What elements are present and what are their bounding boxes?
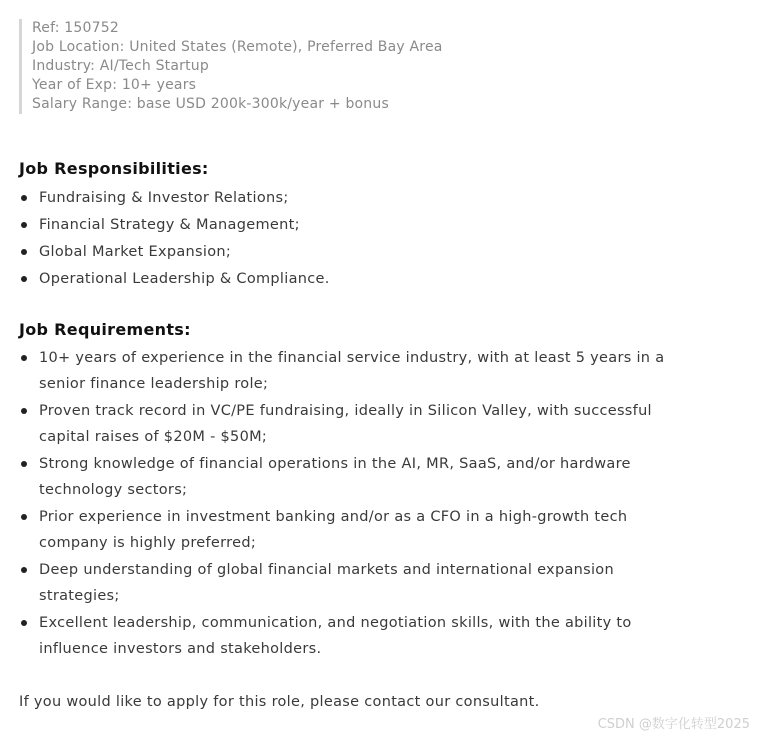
list-item-text-line-2: capital raises of $20M - $50M;: [39, 429, 268, 445]
list-item: [19, 212, 679, 238]
list-item-text: Operational Leadership & Compliance.: [39, 271, 330, 287]
job-info-block: [19, 19, 699, 114]
list-item-text: Global Market Expansion;: [39, 244, 232, 260]
list-item-text: Fundraising & Investor Relations;: [39, 190, 289, 206]
salary-range-line: Salary Range: base USD 200k-300k/year + bonus: [32, 96, 389, 112]
bullet-icon: [21, 195, 27, 201]
list-item: [19, 398, 679, 450]
requirements-heading: Job Requirements:: [19, 320, 191, 339]
list-item: [19, 504, 679, 556]
list-item-text-line-1: Proven track record in VC/PE fundraising, ideally in Silicon Valley, with successful: [39, 403, 652, 419]
list-item: [19, 610, 679, 662]
list-item: [19, 266, 679, 292]
bullet-icon: [21, 249, 27, 255]
closing-paragraph: If you would like to apply for this role, please contact our consultant.: [19, 694, 540, 710]
list-item-text-line-2: technology sectors;: [39, 482, 188, 498]
bullet-icon: [21, 276, 27, 282]
years-of-experience-line: Year of Exp: 10+ years: [32, 77, 197, 93]
industry-line: Industry: AI/Tech Startup: [32, 58, 209, 74]
bullet-icon: [21, 222, 27, 228]
list-item: [19, 239, 679, 265]
list-item: [19, 345, 679, 397]
list-item-text-line-2: senior finance leadership role;: [39, 376, 269, 392]
watermark: CSDN @数字化转型2025: [597, 717, 750, 732]
list-item-text-line-1: Strong knowledge of financial operations in the AI, MR, SaaS, and/or hardware: [39, 456, 631, 472]
bullet-icon: [21, 408, 27, 414]
bullet-icon: [21, 620, 27, 626]
ref-line: Ref: 150752: [32, 20, 119, 36]
responsibilities-heading: Job Responsibilities:: [19, 159, 209, 178]
list-item: [19, 451, 679, 503]
list-item: [19, 557, 679, 609]
bullet-icon: [21, 461, 27, 467]
list-item-text-line-1: Excellent leadership, communication, and negotiation skills, with the ability to: [39, 615, 632, 631]
list-item-text-line-1: Prior experience in investment banking and/or as a CFO in a high-growth tech: [39, 509, 628, 525]
list-item-text-line-2: influence investors and stakeholders.: [39, 641, 322, 657]
job-location-line: Job Location: United States (Remote), Preferred Bay Area: [32, 39, 443, 55]
list-item-text-line-2: company is highly preferred;: [39, 535, 257, 551]
list-item-text-line-1: Deep understanding of global financial markets and international expansion: [39, 562, 614, 578]
bullet-icon: [21, 355, 27, 361]
bullet-icon: [21, 514, 27, 520]
list-item-text: Financial Strategy & Management;: [39, 217, 300, 233]
responsibilities-list: [19, 185, 679, 293]
list-item: [19, 185, 679, 211]
list-item-text-line-1: 10+ years of experience in the financial service industry, with at least 5 years in a: [39, 350, 665, 366]
list-item-text-line-2: strategies;: [39, 588, 120, 604]
requirements-list: [19, 345, 679, 663]
bullet-icon: [21, 567, 27, 573]
